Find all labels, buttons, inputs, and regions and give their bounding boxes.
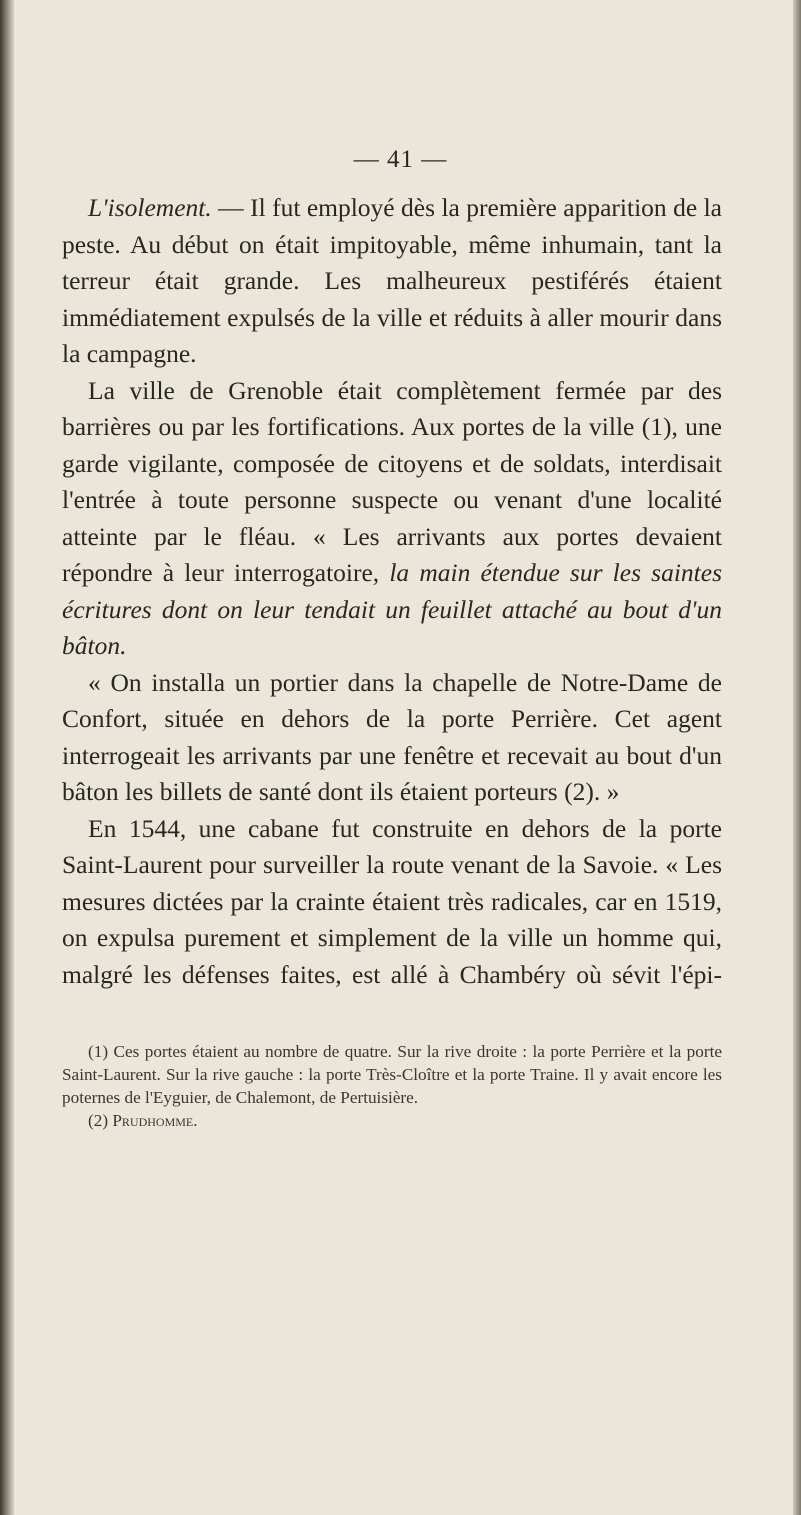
paragraph-2-text: La ville de Grenoble était complètement fermée par des barrières ou par les fortifications. Aux portes de la ville (1), une garde vigilante, composée de citoyens et de soldats, interdisait l'entrée à toute personne suspecte ou venant d'une localité atteinte par le fléau. « Les arrivants aux portes devaient répondre à leur interrogatoire, bbox=[62, 375, 722, 587]
paragraph-3-text: « On installa un portier dans la chapelle de Notre-Dame de Confort, située en dehors de la porte Perrière. Cet agent interrogeait les arrivants par une fenêtre et recevait au bout d'un bâton les billets de santé dont ils étaient porteurs (2). » bbox=[62, 667, 722, 806]
page-number: — 41 — bbox=[353, 146, 448, 173]
main-text-body bbox=[62, 190, 722, 993]
paragraph-portier bbox=[62, 665, 722, 811]
footnotes bbox=[62, 1040, 722, 1132]
footnote-2: (2) Prudhomme. bbox=[88, 1111, 198, 1130]
page-right-edge-shadow bbox=[793, 0, 801, 1515]
paragraph-grenoble bbox=[62, 373, 722, 665]
paragraph-1-text: — Il fut employé dès la première apparition de la peste. Au début on était impitoyable, même inhumain, tant la terreur était grande. Les malheureux pestiférés étaient immédiatement expulsés de la ville et réduits à aller mourir dans la campagne. bbox=[62, 193, 722, 368]
paragraph-2-italic-quote: la main étendue sur les saintes écritures dont on leur tendait un feuillet attaché au bout d'un bâton. bbox=[62, 558, 722, 660]
footnote-1: (1) Ces portes étaient au nombre de quatre. Sur la rive droite : la porte Perrière et la porte Saint-Laurent. Sur la rive gauche : la porte Très-Cloître et la porte Traine. Il y avait encore les poternes de l'Eyguier, de Chalemont, de Pertuisière. bbox=[62, 1042, 722, 1107]
section-title: L'isolement. bbox=[88, 193, 212, 222]
paragraph-4-text: En 1544, une cabane fut construite en dehors de la porte Saint-Laurent pour surveiller la route venant de la Savoie. « Les mesures dictées par la crainte étaient très radicales, car en 1519, on expulsa purement et simplement de la ville un homme qui, malgré les défenses faites, est allé à Chambéry où sévit l'épi- bbox=[62, 813, 722, 989]
paragraph-isolement bbox=[62, 190, 722, 373]
paragraph-cabane bbox=[62, 811, 722, 994]
page-left-edge-shadow bbox=[0, 0, 14, 1515]
